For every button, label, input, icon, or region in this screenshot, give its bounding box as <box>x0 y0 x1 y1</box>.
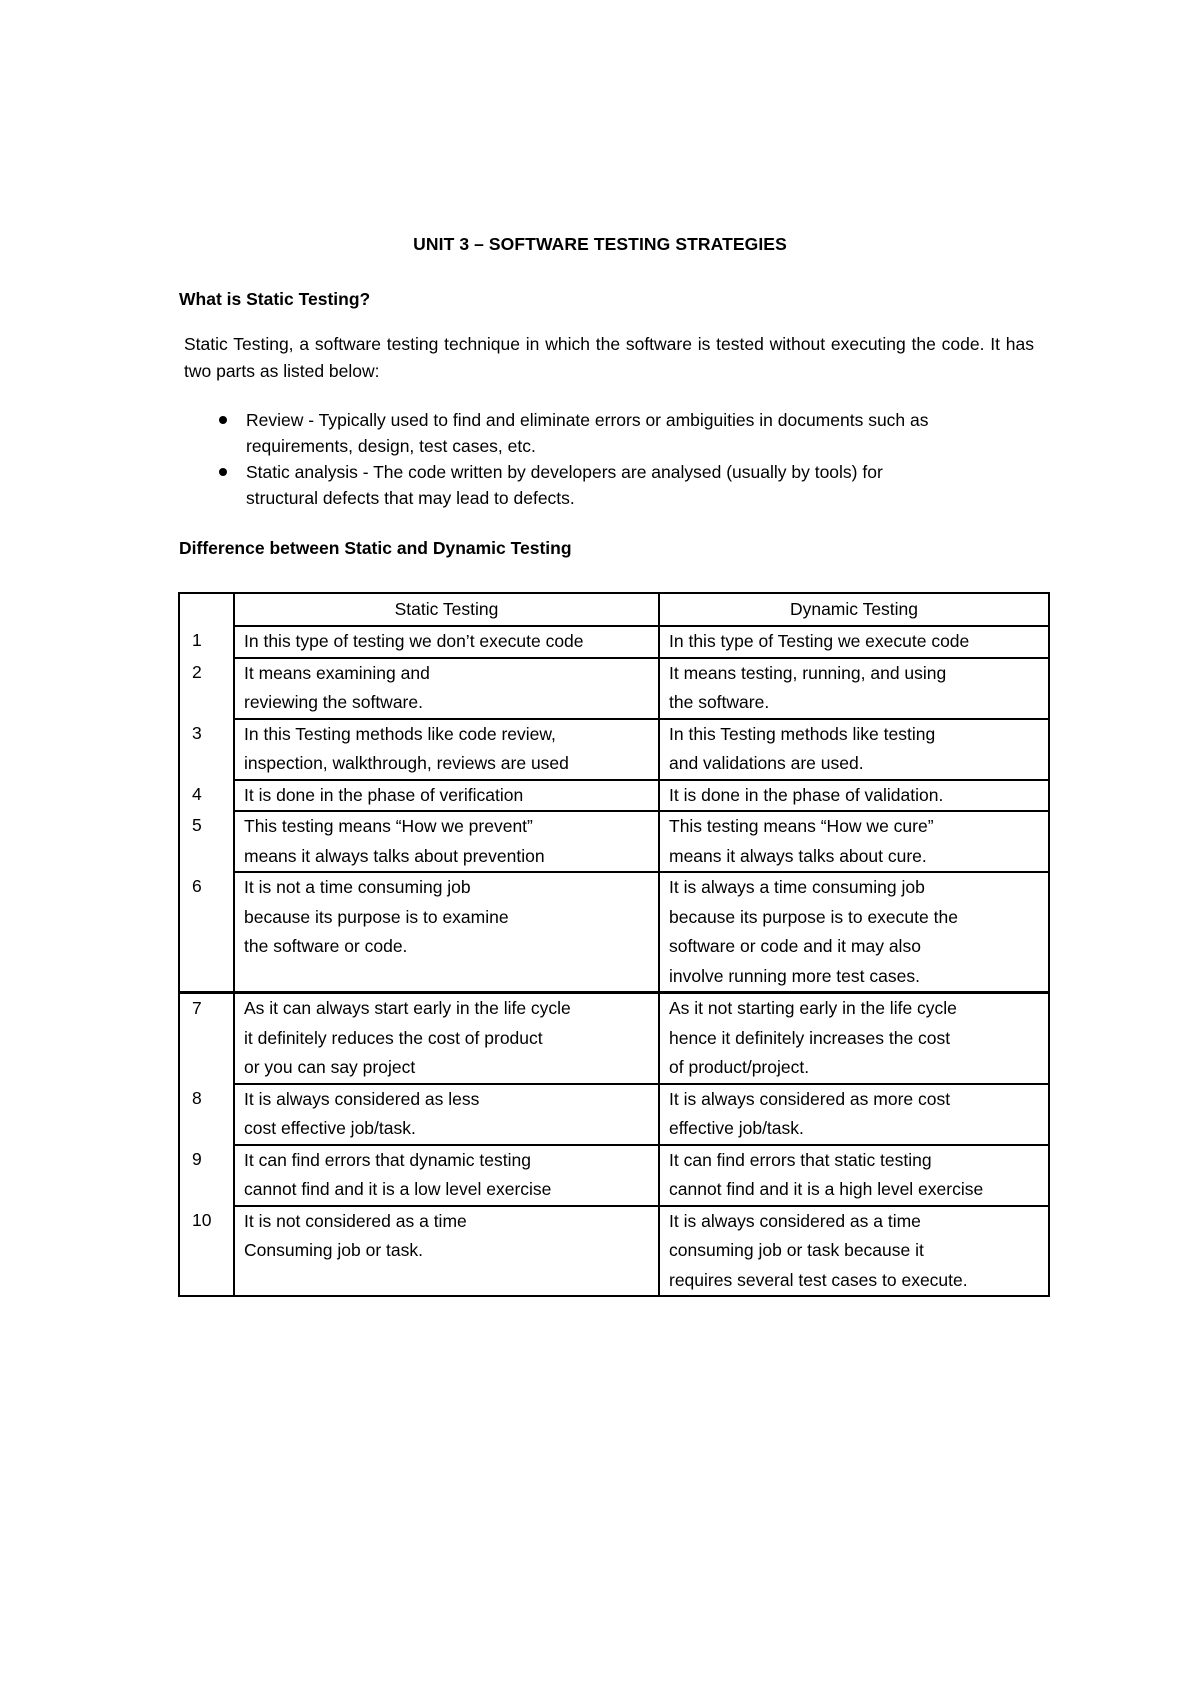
cell-line: It is always considered as more cost <box>669 1088 951 1109</box>
cell-line: inspection, walkthrough, reviews are used <box>244 753 569 773</box>
row-number: 10 <box>179 1206 234 1297</box>
cell-line: means it always talks about cure. <box>669 845 927 866</box>
cell-line: It is done in the phase of verification <box>244 784 524 805</box>
row-number: 6 <box>179 872 234 993</box>
cell-line: because its purpose is to examine <box>244 906 509 927</box>
cell-line: consuming job or task because it <box>669 1240 924 1260</box>
bullet-icon <box>219 416 227 424</box>
cell-line: It is always considered as less <box>244 1088 480 1109</box>
row-number: 1 <box>179 626 234 658</box>
table-row <box>179 719 1049 780</box>
cell-line: reviewing the software. <box>244 692 423 712</box>
section-heading-static-testing: What is Static Testing? <box>179 289 371 309</box>
static-testing-paragraph: Static Testing, a software testing technique in which the software is tested without executing the code. It has two parts as listed below: <box>184 334 1034 381</box>
cell-line: It can find errors that dynamic testing <box>244 1149 531 1170</box>
comparison-table-body <box>179 626 1049 1296</box>
bullet-line: Static analysis - The code written by developers are analysed (usually by tools) for <box>246 462 883 482</box>
static-testing-cell <box>234 1206 659 1297</box>
cell-line: Consuming job or task. <box>244 1240 423 1260</box>
row-number: 7 <box>179 993 234 1084</box>
row-number: 2 <box>179 658 234 719</box>
row-number: 8 <box>179 1084 234 1145</box>
page-title: UNIT 3 – SOFTWARE TESTING STRATEGIES <box>413 234 787 254</box>
cell-line: requires several test cases to execute. <box>669 1269 968 1290</box>
dynamic-testing-cell <box>659 1084 1049 1145</box>
cell-line: and validations are used. <box>669 753 864 773</box>
cell-line: This testing means “How we cure” <box>669 816 934 836</box>
table-row <box>179 780 1049 812</box>
dynamic-testing-cell <box>659 993 1049 1084</box>
static-testing-bullet-list <box>214 407 1034 511</box>
static-testing-cell <box>234 626 659 658</box>
dynamic-testing-cell <box>659 780 1049 812</box>
table-row <box>179 1145 1049 1206</box>
cell-line: It is not considered as a time <box>244 1210 467 1231</box>
cell-line: because its purpose is to execute the <box>669 906 958 927</box>
static-testing-cell <box>234 1145 659 1206</box>
cell-line: cannot find and it is a low level exercise <box>244 1179 552 1199</box>
cell-line: hence it definitely increases the cost <box>669 1027 951 1048</box>
bullet-icon <box>219 468 227 476</box>
row-number: 4 <box>179 780 234 812</box>
bullet-line: requirements, design, test cases, etc. <box>246 436 536 456</box>
header-dynamic-testing: Dynamic Testing <box>659 593 1049 626</box>
table-row <box>179 811 1049 872</box>
row-number: 5 <box>179 811 234 872</box>
cell-line: effective job/task. <box>669 1118 804 1138</box>
dynamic-testing-cell <box>659 658 1049 719</box>
cell-line: software or code and it may also <box>669 936 921 956</box>
static-testing-cell <box>234 1084 659 1145</box>
table-header-row <box>179 593 1049 626</box>
cell-line: It is always considered as a time <box>669 1210 921 1231</box>
cell-line: It can find errors that static testing <box>669 1149 932 1170</box>
cell-line: As it can always start early in the life cycle <box>244 998 571 1018</box>
cell-line: it definitely reduces the cost of product <box>244 1027 543 1048</box>
cell-line: It is not a time consuming job <box>244 877 471 897</box>
table-row <box>179 626 1049 658</box>
section-heading-difference: Difference between Static and Dynamic Testing <box>179 538 572 558</box>
cell-line: or you can say project <box>244 1057 416 1077</box>
table-row <box>179 1206 1049 1297</box>
static-testing-cell <box>234 780 659 812</box>
cell-line: involve running more test cases. <box>669 965 920 986</box>
table-row <box>179 1084 1049 1145</box>
bullet-item-static-analysis <box>214 459 1034 511</box>
table-row <box>179 658 1049 719</box>
cell-line: In this Testing methods like testing <box>669 723 936 744</box>
dynamic-testing-cell <box>659 872 1049 993</box>
dynamic-testing-cell <box>659 1206 1049 1297</box>
cell-line: As it not starting early in the life cycle <box>669 998 957 1018</box>
cell-line: This testing means “How we prevent” <box>244 816 533 836</box>
row-number: 3 <box>179 719 234 780</box>
table-row <box>179 993 1049 1084</box>
bullet-item-review <box>214 407 1034 459</box>
cell-line: In this type of testing we don’t execute code <box>244 631 584 651</box>
dynamic-testing-cell <box>659 626 1049 658</box>
dynamic-testing-cell <box>659 719 1049 780</box>
bullet-line: structural defects that may lead to defects. <box>246 488 575 508</box>
cell-line: cost effective job/task. <box>244 1118 416 1138</box>
cell-line: of product/project. <box>669 1057 810 1077</box>
cell-line: It is always a time consuming job <box>669 877 925 897</box>
static-testing-cell <box>234 872 659 993</box>
cell-line: the software or code. <box>244 936 408 956</box>
cell-line: means it always talks about prevention <box>244 845 545 866</box>
cell-line: In this type of Testing we execute code <box>669 631 970 651</box>
dynamic-testing-cell <box>659 1145 1049 1206</box>
cell-line: the software. <box>669 692 770 712</box>
cell-line: It means examining and <box>244 662 430 683</box>
static-testing-cell <box>234 993 659 1084</box>
header-static-testing: Static Testing <box>234 593 659 626</box>
dynamic-testing-cell <box>659 811 1049 872</box>
row-number: 9 <box>179 1145 234 1206</box>
static-testing-cell <box>234 811 659 872</box>
comparison-table <box>178 592 1050 1297</box>
static-testing-cell <box>234 719 659 780</box>
table-row <box>179 872 1049 993</box>
cell-line: In this Testing methods like code review, <box>244 723 556 744</box>
cell-line: cannot find and it is a high level exercise <box>669 1179 984 1199</box>
cell-line: It means testing, running, and using <box>669 662 947 683</box>
header-number-cell <box>179 593 234 626</box>
static-testing-cell <box>234 658 659 719</box>
bullet-line: Review - Typically used to find and eliminate errors or ambiguities in documents such as <box>246 410 929 430</box>
cell-line: It is done in the phase of validation. <box>669 784 944 805</box>
